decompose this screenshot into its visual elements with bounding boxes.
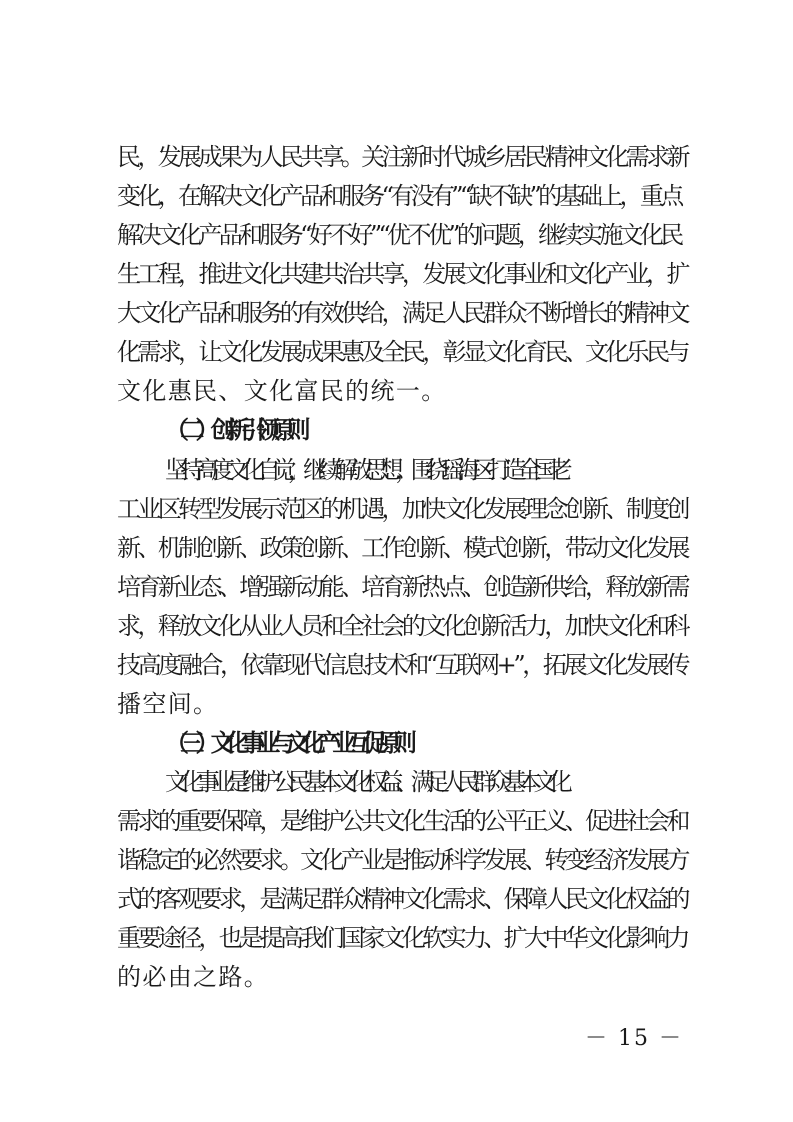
paragraph-2-line-3: 新、机制创新、政策创新、工作创新、模式创新，带动文化发展 (117, 534, 687, 562)
paragraph-2-line-4: 培育新业态、增强新动能、培育新热点、创造新供给，释放新需 (117, 573, 687, 601)
paragraph-1-line-4: 生工程，推进文化共建共治共享，发展文化事业和文化产业，扩 (117, 260, 687, 288)
section-heading-innovation: （二）创新引领原则 (165, 415, 302, 444)
paragraph-2-line-1: 坚持高度文化自觉，继续解放思想，围绕瑶海区打造全国老 (165, 456, 565, 484)
paragraph-2-line-2: 工业区转型发展示范区的机遇，加快文化发展理念创新、制度创 (117, 495, 687, 523)
section-heading-mutual-promotion: （三）文化事业与文化产业互促原则 (165, 728, 409, 757)
paragraph-1-line-6: 化需求，让文化发展成果惠及全民，彰显文化育民、文化乐民与 (117, 338, 687, 366)
paragraph-2-line-6: 技高度融合，依靠现代信息技术和“互联网+”，拓展文化发展传 (117, 651, 688, 679)
paragraph-3-line-2: 需求的重要保障，是维护公共文化生活的公平正义、促进社会和 (117, 807, 687, 835)
paragraph-3-line-3: 谐稳定的必然要求。文化产业是推动科学发展、转变经济发展方 (117, 846, 687, 874)
paragraph-3-line-5: 重要途径，也是提高我们国家文化软实力、扩大中华文化影响力 (117, 924, 687, 952)
paragraph-1-line-7: 文化惠民、文化富民的统一。 (117, 377, 447, 405)
paragraph-2-line-7: 播空间。 (117, 690, 219, 718)
page-number: － 15 － (585, 1026, 683, 1051)
paragraph-3-line-4: 式的客观要求，是满足群众精神文化需求、保障人民文化权益的 (117, 885, 687, 913)
paragraph-3-line-1: 文化事业是维护公民基本文化权益、满足人民群众基本文化 (165, 768, 565, 796)
paragraph-2-line-5: 求，释放文化从业人员和全社会的文化创新活力，加快文化和科 (117, 612, 687, 640)
paragraph-3-line-6: 的必由之路。 (117, 963, 270, 991)
paragraph-1-line-3: 解决文化产品和服务“好不好”“优不优”的问题，继续实施文化民 (117, 221, 681, 249)
paragraph-1-line-1: 民，发展成果为人民共享。关注新时代城乡居民精神文化需求新 (117, 143, 687, 171)
paragraph-1-line-5: 大文化产品和服务的有效供给，满足人民群众不断增长的精神文 (117, 299, 687, 327)
paragraph-1-line-2: 变化，在解决文化产品和服务“有没有”“缺不缺”的基础上，重点 (117, 182, 681, 210)
